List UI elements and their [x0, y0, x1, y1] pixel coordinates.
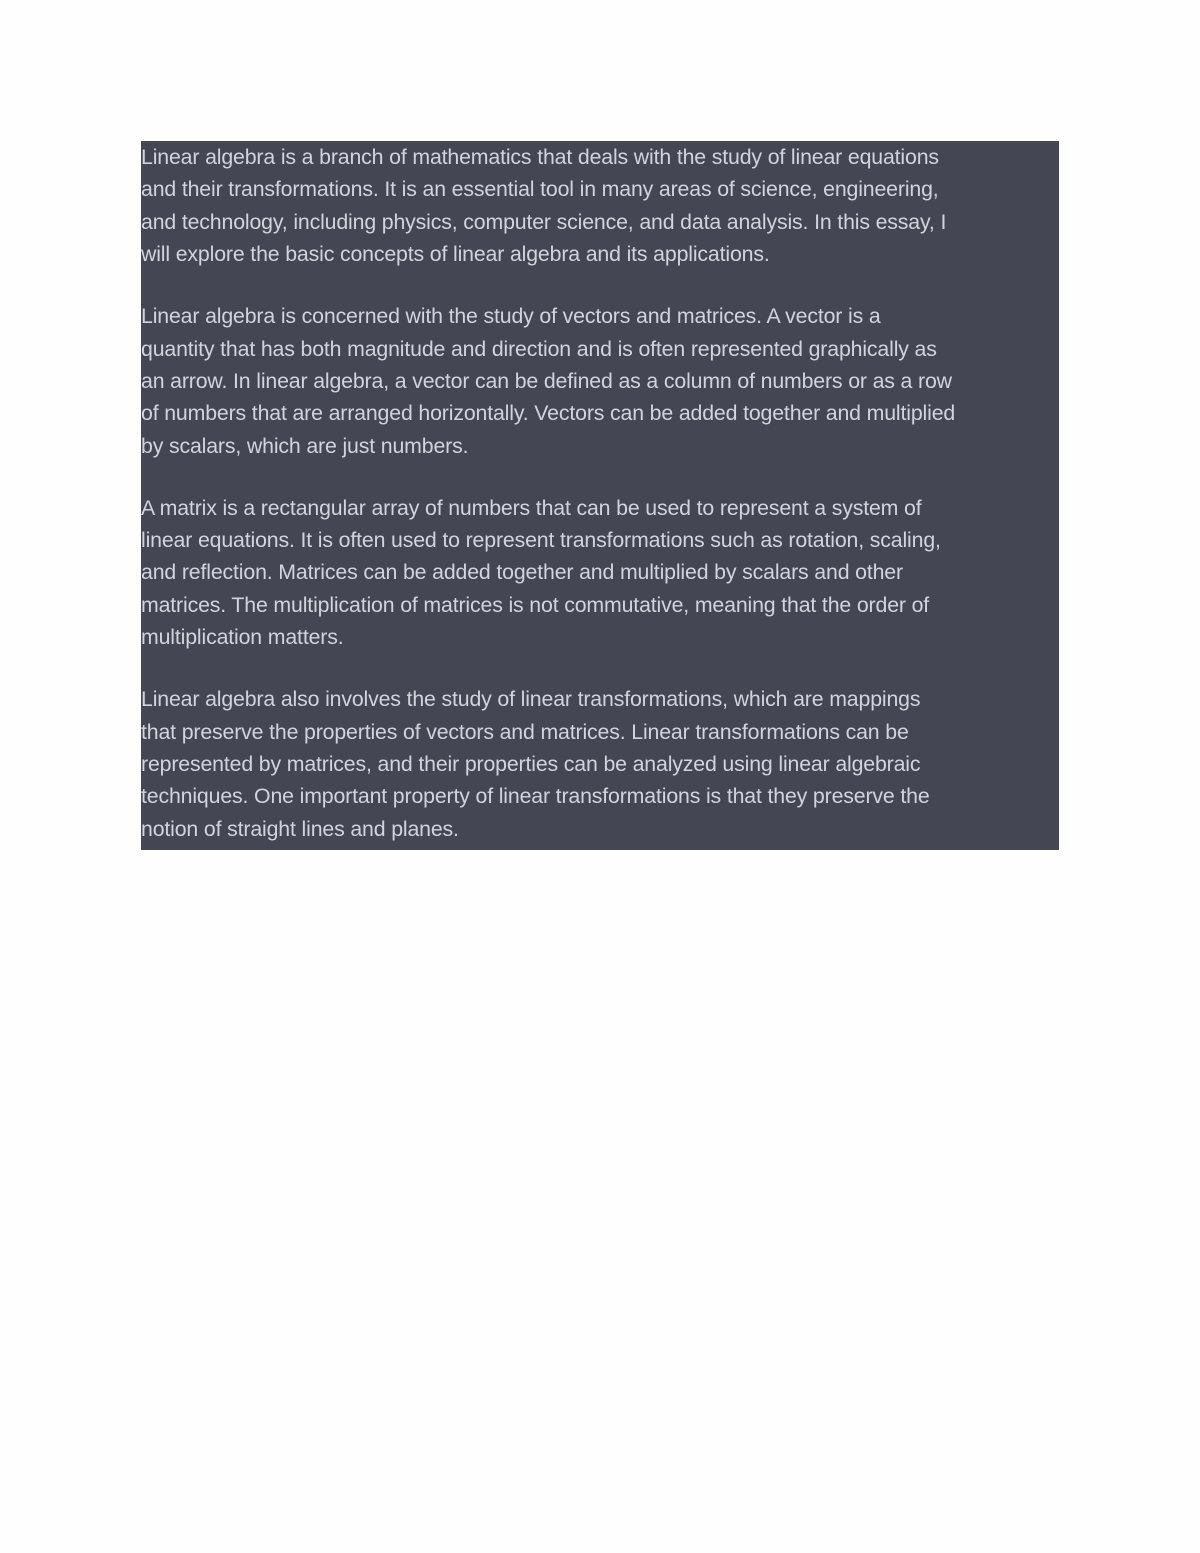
- text-line: that preserve the properties of vectors and matrices. Linear transformations can be: [141, 719, 909, 744]
- paragraph-1: [141, 141, 1059, 271]
- text-line: multiplication matters.: [141, 625, 344, 650]
- text-line: of numbers that are arranged horizontally. Vectors can be added together and multiplied: [141, 401, 956, 426]
- text-line: matrices. The multiplication of matrices is not commutative, meaning that the order of: [141, 592, 930, 617]
- paragraph-3: [141, 492, 1059, 654]
- paragraph-4: [141, 683, 1059, 845]
- text-line: and reflection. Matrices can be added together and multiplied by scalars and other: [141, 560, 903, 585]
- text-line: and technology, including physics, computer science, and data analysis. In this essay, I: [141, 209, 947, 234]
- text-line: notion of straight lines and planes.: [141, 816, 459, 841]
- text-line: represented by matrices, and their properties can be analyzed using linear algebraic: [141, 752, 921, 777]
- text-line: will explore the basic concepts of linear algebra and its applications.: [141, 242, 770, 267]
- text-line: Linear algebra is a branch of mathematics that deals with the study of linear equations: [141, 145, 939, 169]
- text-line: linear equations. It is often used to represent transformations such as rotation, scaling,: [141, 528, 941, 553]
- paragraph-2: [141, 300, 1059, 462]
- text-line: by scalars, which are just numbers.: [141, 433, 469, 458]
- text-line: Linear algebra is concerned with the study of vectors and matrices. A vector is a: [141, 304, 881, 329]
- text-line: and their transformations. It is an essential tool in many areas of science, engineering,: [141, 177, 939, 202]
- text-line: A matrix is a rectangular array of numbers that can be used to represent a system of: [141, 495, 922, 520]
- text-line: quantity that has both magnitude and direction and is often represented graphically as: [141, 336, 937, 361]
- text-line: an arrow. In linear algebra, a vector can be defined as a column of numbers or as a row: [141, 368, 952, 393]
- text-line: techniques. One important property of linear transformations is that they preserve the: [141, 784, 930, 809]
- essay-text-block: [141, 141, 1059, 850]
- text-line: Linear algebra also involves the study of linear transformations, which are mappings: [141, 687, 921, 712]
